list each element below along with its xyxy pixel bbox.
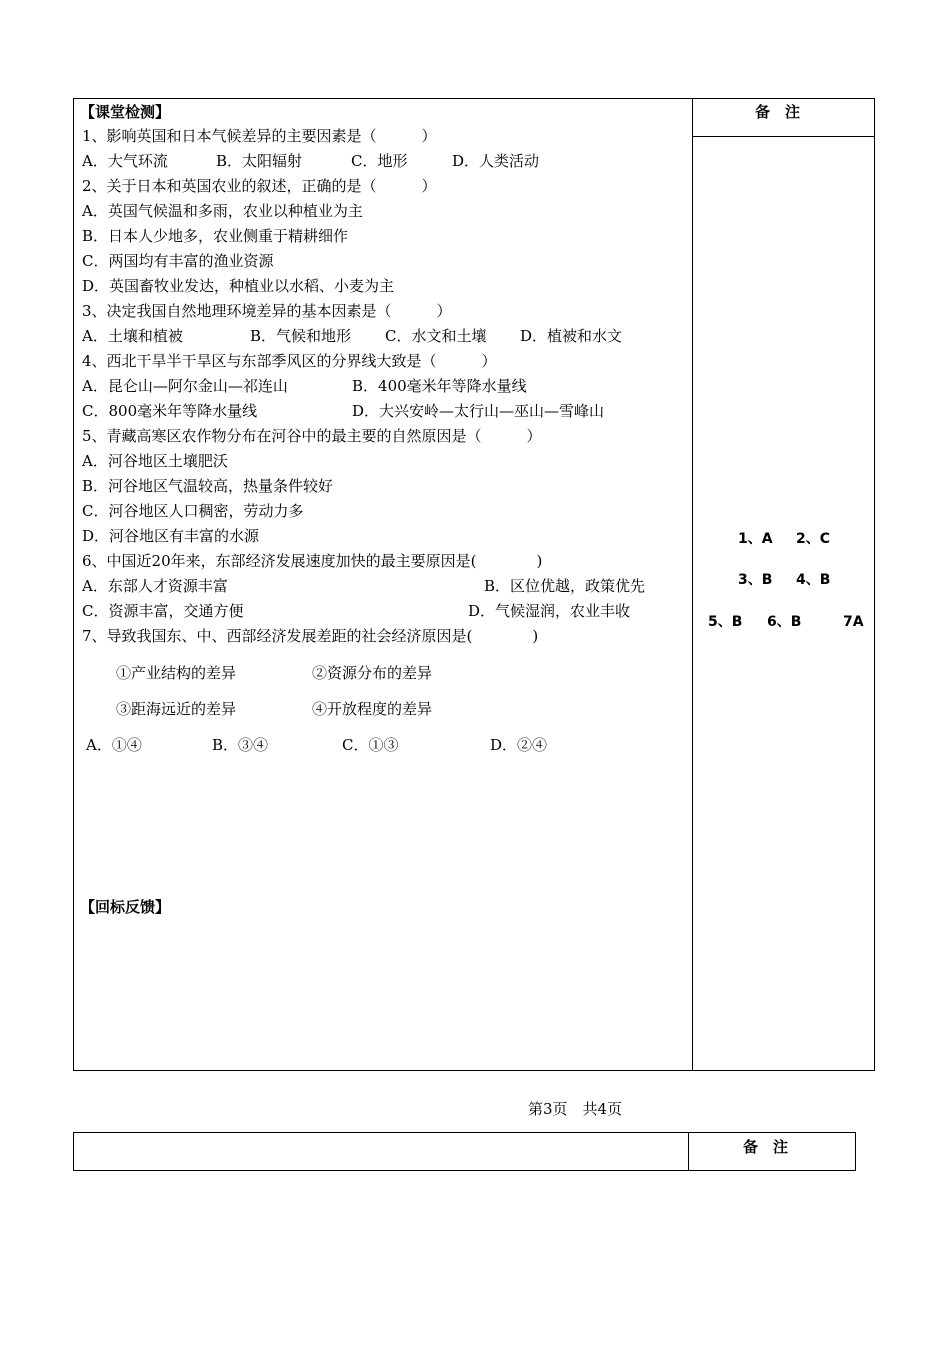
q3-option-c: C．水文和土壤 (385, 327, 487, 345)
q7-item-2: ②资源分布的差异 (312, 664, 433, 682)
q1-stem: 1、影响英国和日本气候差异的主要因素是（ ） (82, 127, 437, 145)
q3-option-a: A．土壤和植被 (82, 327, 183, 345)
q6-option-a: A．东部人才资源丰富 (82, 577, 228, 595)
q7-option-c: C．①③ (342, 736, 399, 754)
q4-option-c: C．800毫米年等降水量线 (82, 402, 258, 420)
q7-item-3: ③距海远近的差异 (116, 700, 237, 718)
q2-stem: 2、关于日本和英国农业的叙述，正确的是（ ） (82, 177, 437, 195)
q4-option-d: D．大兴安岭—太行山—巫山—雪峰山 (352, 402, 605, 420)
q6-option-c: C．资源丰富，交通方便 (82, 602, 244, 620)
q1-option-c: C．地形 (351, 152, 408, 170)
answer-4: 4、B (796, 572, 831, 588)
page-footer: 第3页 共4页 (528, 1100, 623, 1118)
q1-option-a: A．大气环流 (82, 152, 168, 170)
q3-option-b: B．气候和地形 (250, 327, 352, 345)
notes-header: 备 注 (755, 103, 801, 121)
q6-option-b: B．区位优越，政策优先 (484, 577, 646, 595)
answer-3: 3、B (738, 572, 773, 588)
q5-stem: 5、青藏高寒区农作物分布在河谷中的最主要的自然原因是（ ） (82, 427, 542, 445)
q5-option-d: D．河谷地区有丰富的水源 (82, 527, 260, 545)
section-title: 【课堂检测】 (80, 103, 171, 121)
q4-option-a: A．昆仑山—阿尔金山—祁连山 (82, 377, 288, 395)
q1-option-d: D．人类活动 (452, 152, 540, 170)
q7-item-1: ①产业结构的差异 (116, 664, 237, 682)
q1-option-b: B．太阳辐射 (216, 152, 303, 170)
answer-6: 6、B (767, 614, 802, 630)
notes-column-divider (692, 98, 693, 1071)
q4-option-b: B．400毫米年等降水量线 (352, 377, 527, 395)
next-table (73, 1132, 856, 1171)
q4-stem: 4、西北干旱半干旱区与东部季风区的分界线大致是（ ） (82, 352, 497, 370)
notes-header-divider (692, 136, 875, 137)
q3-option-d: D．植被和水文 (520, 327, 623, 345)
q2-option-a: A．英国气候温和多雨，农业以种植业为主 (82, 202, 363, 220)
answer-7: 7A (843, 614, 864, 630)
q7-option-b: B．③④ (212, 736, 269, 754)
q7-item-4: ④开放程度的差异 (312, 700, 433, 718)
q7-option-a: A．①④ (86, 736, 142, 754)
q5-option-a: A．河谷地区土壤肥沃 (82, 452, 228, 470)
q2-option-c: C．两国均有丰富的渔业资源 (82, 252, 274, 270)
next-table-divider (688, 1132, 689, 1171)
answer-1: 1、A (738, 531, 773, 547)
answer-5: 5、B (708, 614, 743, 630)
answer-2: 2、C (796, 531, 831, 547)
q7-option-d: D．②④ (490, 736, 548, 754)
q5-option-c: C．河谷地区人口稠密，劳动力多 (82, 502, 304, 520)
q3-stem: 3、决定我国自然地理环境差异的基本因素是（ ） (82, 302, 452, 320)
q6-stem: 6、中国近20年来，东部经济发展速度加快的最主要原因是( ) (82, 552, 543, 570)
q7-stem: 7、导致我国东、中、西部经济发展差距的社会经济原因是( ) (82, 627, 539, 645)
q2-option-d: D．英国畜牧业发达，种植业以水稻、小麦为主 (82, 277, 395, 295)
feedback-title: 【回标反馈】 (80, 898, 171, 916)
q6-option-d: D．气候湿润，农业丰收 (468, 602, 631, 620)
q2-option-b: B．日本人少地多，农业侧重于精耕细作 (82, 227, 349, 245)
next-table-notes-header: 备 注 (743, 1138, 789, 1156)
q5-option-b: B．河谷地区气温较高，热量条件较好 (82, 477, 334, 495)
